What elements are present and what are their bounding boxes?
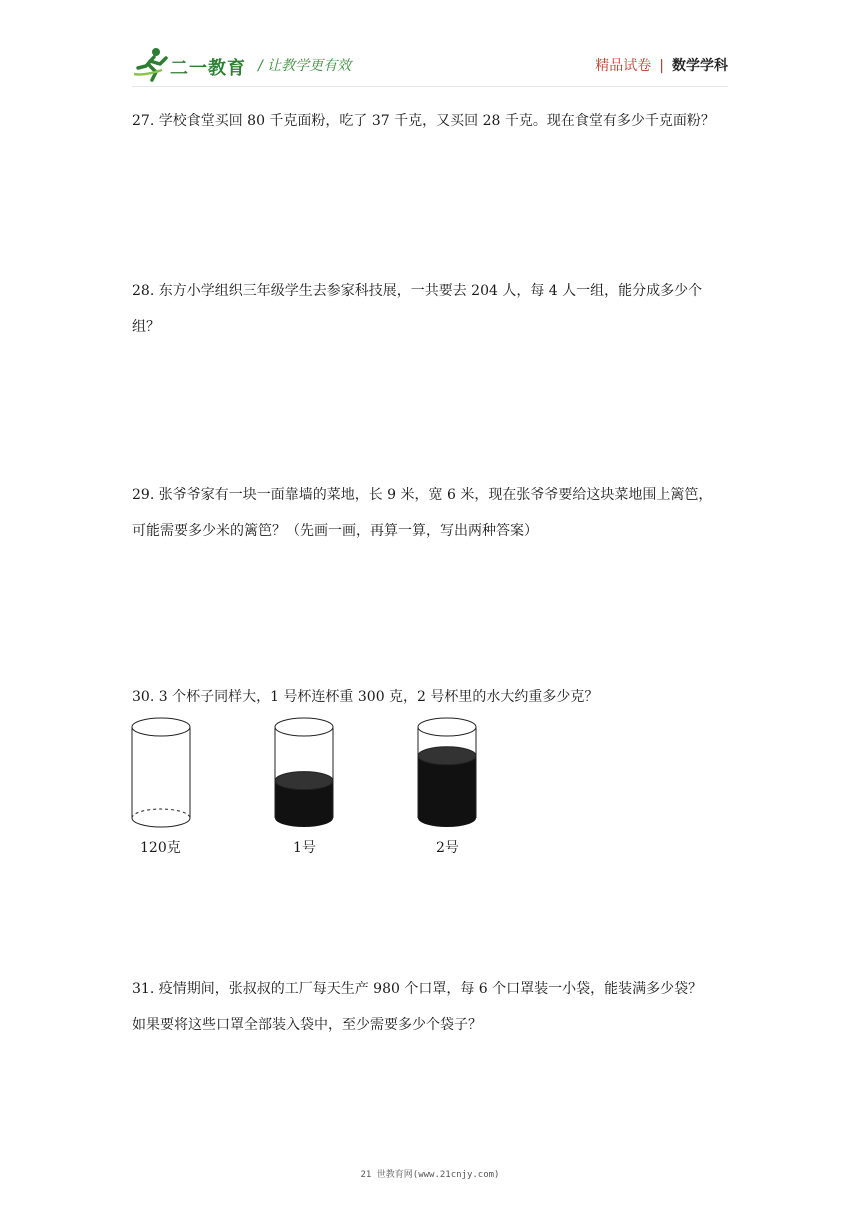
cup-empty-label: 120克 bbox=[140, 840, 181, 856]
quality-label: 精品试卷 bbox=[595, 58, 652, 74]
question-line: 29. 张爷爷家有一块一面靠墙的菜地，长 9 米，宽 6 米，现在张爷爷要给这块菜地围上篱笆， bbox=[132, 487, 713, 503]
cups-drawing bbox=[128, 715, 498, 835]
brand-logo bbox=[132, 46, 252, 84]
cup-empty bbox=[132, 718, 190, 827]
cups-figure bbox=[128, 715, 498, 865]
question-line: 如果要将这些口罩全部装入袋中，至少需要多少个袋子？ bbox=[132, 1017, 482, 1033]
question-30 bbox=[132, 679, 732, 715]
header-divider bbox=[132, 86, 728, 87]
question-line: 30. 3 个杯子同样大，1 号杯连杯重 300 克，2 号杯里的水大约重多少克？ bbox=[132, 689, 599, 705]
question-27 bbox=[132, 103, 732, 139]
cup-1 bbox=[275, 718, 333, 827]
question-line: 27. 学校食堂买回 80 千克面粉，吃了 37 千克，又买回 28 千克。现在食堂有多少千克面粉？ bbox=[132, 113, 715, 129]
cup-2-label: 2号 bbox=[436, 840, 459, 856]
cup-1-label: 1号 bbox=[293, 840, 316, 856]
question-28 bbox=[132, 273, 732, 345]
logo-text: 二一教育 bbox=[170, 58, 246, 79]
header-separator: | bbox=[659, 58, 664, 74]
question-29 bbox=[132, 477, 732, 549]
slogan: / 让教学更有效 bbox=[258, 58, 352, 74]
question-line: 可能需要多少米的篱笆？（先画一画，再算一算，写出两种答案） bbox=[132, 523, 538, 539]
page-header bbox=[0, 0, 860, 100]
cup-2 bbox=[418, 718, 476, 827]
question-line: 28. 东方小学组织三年级学生去参家科技展，一共要去 204 人，每 4 人一组，能分成多少个 bbox=[132, 283, 703, 299]
page-footer: 21 世教育网(www.21cnjy.com) bbox=[360, 1170, 500, 1180]
subject-label: 数学学科 bbox=[672, 58, 728, 74]
runner-icon bbox=[132, 46, 170, 84]
header-right bbox=[595, 55, 728, 75]
question-line: 组？ bbox=[132, 319, 160, 335]
question-line: 31. 疫情期间，张叔叔的工厂每天生产 980 个口罩，每 6 个口罩装一小袋，能装满多少袋？ bbox=[132, 981, 703, 997]
question-31 bbox=[132, 971, 732, 1043]
